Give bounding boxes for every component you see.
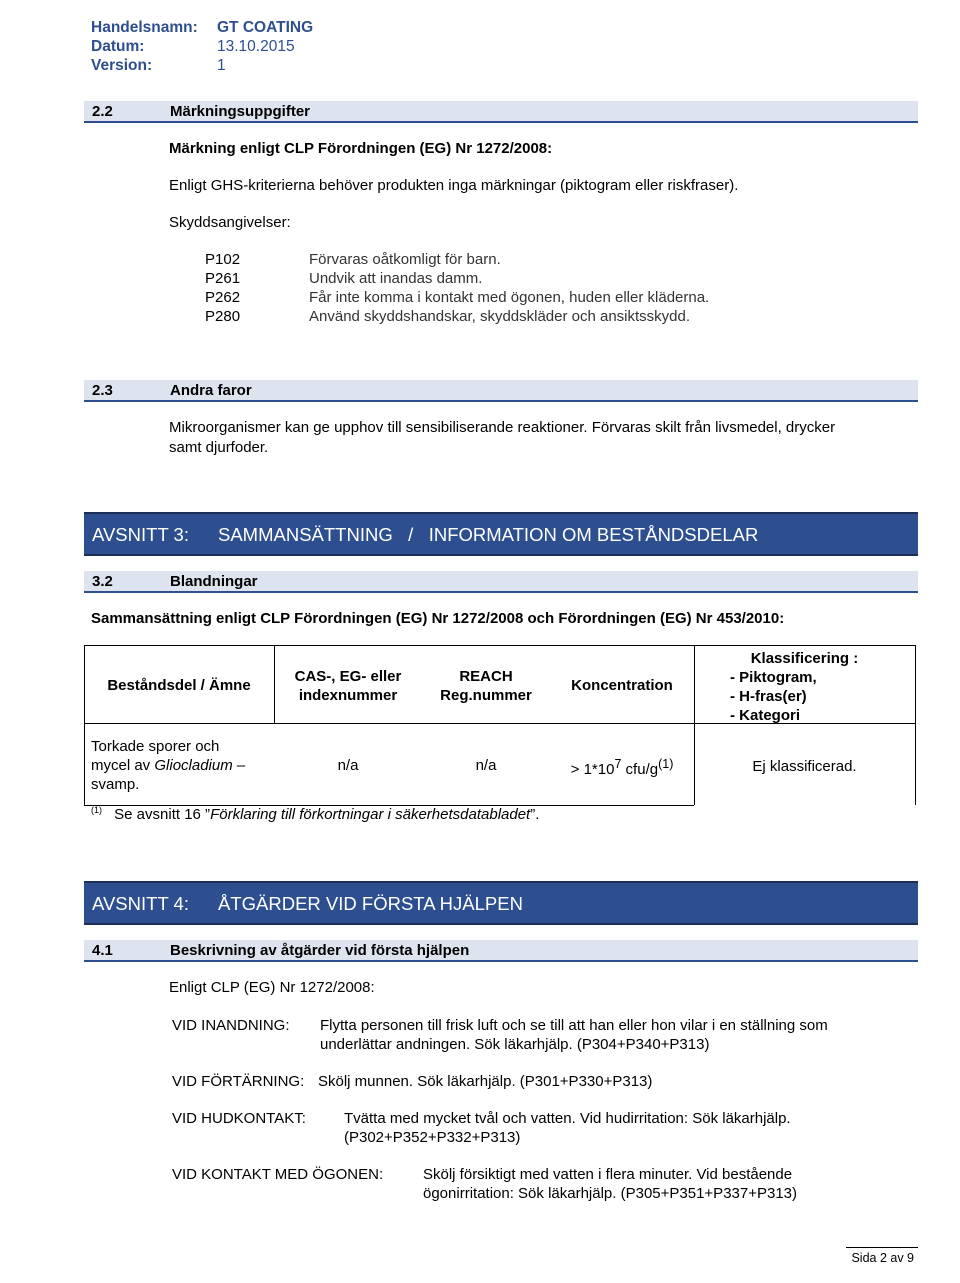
header-reach-line-1: REACH [459,668,513,685]
other-hazards-line-1: Mikroorganismer kan ge upphov till sensibiliserande reaktioner. Förvaras skilt från livsmedel, drycker [169,419,836,436]
conc-exponent: 7 [614,757,622,771]
footnote-italic: Förklaring till förkortningar i säkerhetsdatabladet [210,806,531,823]
inhalation-label: VID INANDNING: [172,1017,290,1034]
version-value: 1 [217,57,226,74]
composition-intro: Sammansättning enligt CLP Förordningen (EG) Nr 1272/2008 och Förordningen (EG) Nr 453/2010: [91,610,785,627]
ingredient-genus: Gliocladium [154,757,233,774]
subsection-2-2-heading [84,101,918,123]
page-number: Sida 2 av 9 [851,1251,914,1265]
row-concentration [550,757,694,778]
version-label: Version: [91,57,153,74]
composition-table [84,645,916,805]
row-reach: n/a [475,757,497,774]
section-label: AVSNITT 4: [92,893,189,914]
header-reach [422,667,550,705]
table-top-border [84,645,916,646]
table-footnote [91,806,539,823]
skin-contact-line-2: (P302+P352+P332+P313) [344,1129,521,1146]
trade-name-label: Handelsnamn: [91,19,198,36]
table-right-border [915,645,916,805]
subsection-title: Andra faror [170,382,252,399]
row-classification: Ej klassificerad. [752,758,857,775]
header-cas-line-1: CAS-, EG- eller [294,668,402,685]
section-title: SAMMANSÄTTNING / INFORMATION OM BESTÅNDSDELAR [218,524,759,545]
statement-code: P280 [205,308,241,325]
header-classification-item: - Piktogram, [730,669,817,686]
footnote-suffix: ”. [530,806,540,823]
precaution-label: Skyddsangivelser: [169,214,291,231]
ingredient-line-3: svamp. [91,776,140,793]
statement-code: P102 [205,251,241,268]
header-cas [274,667,422,705]
header-ingredient: Beståndsdel / Ämne [107,677,251,694]
conc-note: (1) [658,757,674,771]
table-left-border [84,645,85,805]
row-cas: n/a [337,757,359,774]
trade-name-value: GT COATING [217,19,314,36]
header-classification [694,649,915,725]
ingredient-line-1: Torkade sporer och [91,738,220,755]
inhalation-line-2: underlättar andningen. Sök läkarhjälp. (P304+P340+P313) [320,1036,710,1053]
row-ingredient [91,737,245,794]
statement-text: Förvaras oåtkomligt för barn. [309,251,501,268]
inhalation-line-1: Flytta personen till frisk luft och se till att han eller hon vilar i en ställning som [320,1017,828,1034]
ingestion-label: VID FÖRTÄRNING: [172,1073,305,1090]
header-cas-line-2: indexnummer [298,687,398,704]
header-classification-item: - Kategori [730,707,801,724]
section-label: AVSNITT 3: [92,524,189,545]
other-hazards-line-2: samt djurfoder. [169,439,269,456]
subsection-title: Märkningsuppgifter [170,103,311,120]
ingredient-line-2 [91,756,245,775]
header-concentration: Koncentration [571,677,673,694]
subsection-number: 2.3 [92,382,113,399]
footnote-mark: (1) [91,805,102,815]
subsection-number: 4.1 [92,942,113,959]
section-4-banner [84,881,918,925]
statement-text: Använd skyddshandskar, skyddskläder och ansiktsskydd. [309,308,691,325]
ghs-text: Enligt GHS-kriterierna behöver produkten inga märkningar (piktogram eller riskfraser). [169,177,739,194]
subsection-title: Blandningar [170,573,258,590]
skin-contact-label: VID HUDKONTAKT: [172,1110,306,1127]
date-label: Datum: [91,38,145,55]
ingestion-text: Skölj munnen. Sök läkarhjälp. (P301+P330+P313) [318,1073,653,1090]
conc-unit: cfu/g [621,761,659,778]
eye-contact-line-1: Skölj försiktigt med vatten i flera minuter. Vid bestående [423,1166,793,1183]
statement-text: Undvik att inandas damm. [309,270,483,287]
ingredient-prefix: mycel av [91,757,155,774]
footnote-prefix: Se avsnitt 16 ” [114,806,211,823]
ingredient-dash: – [232,757,246,774]
subsection-4-1-heading [84,940,918,962]
statement-text: Får inte komma i kontakt med ögonen, huden eller kläderna. [309,289,710,306]
header-classification-item: - H-fras(er) [730,688,807,705]
subsection-number: 2.2 [92,103,113,120]
skin-contact-line-1: Tvätta med mycket tvål och vatten. Vid hudirritation: Sök läkarhjälp. [344,1110,791,1127]
header-reach-line-2: Reg.nummer [440,687,532,704]
clp-labeling-heading: Märkning enligt CLP Förordningen (EG) Nr 1272/2008: [169,140,553,157]
conc-prefix: > 1*10 [570,761,615,778]
subsection-2-3-heading [84,380,918,402]
eye-contact-label: VID KONTAKT MED ÖGONEN: [172,1166,384,1183]
statement-code: P261 [205,270,241,287]
date-value: 13.10.2015 [217,38,295,55]
subsection-3-2-heading [84,571,918,593]
first-aid-clp: Enligt CLP (EG) Nr 1272/2008: [169,979,375,996]
statement-code: P262 [205,289,241,306]
header-classification-title: Klassificering : [750,650,859,667]
footer-rule [846,1247,918,1248]
section-3-banner [84,512,918,556]
eye-contact-line-2: ögonirritation: Sök läkarhjälp. (P305+P351+P337+P313) [423,1185,798,1202]
subsection-number: 3.2 [92,573,113,590]
subsection-title: Beskrivning av åtgärder vid första hjälpen [170,942,470,959]
section-title: ÅTGÄRDER VID FÖRSTA HJÄLPEN [218,893,523,914]
